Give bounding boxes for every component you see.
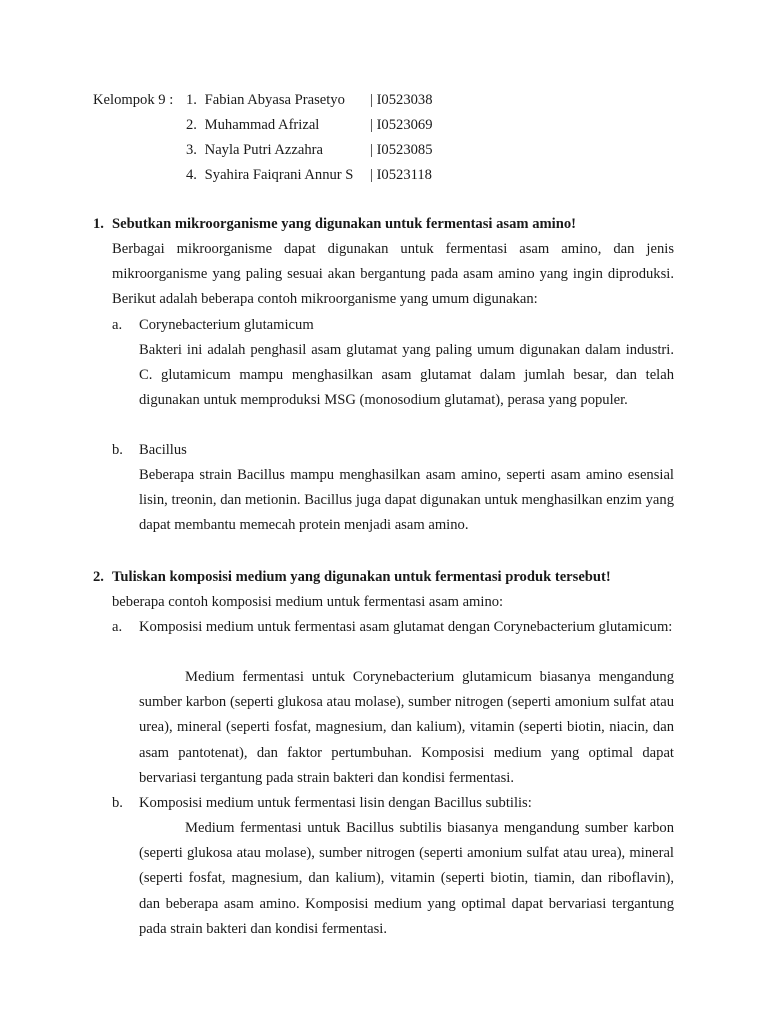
member-id: | I0523069 xyxy=(370,117,433,133)
item-title: Bacillus xyxy=(139,442,187,458)
question-text: Sebutkan mikroorganisme yang digunakan untuk fermentasi asam amino! xyxy=(112,216,576,232)
item-letter: a. xyxy=(112,619,123,635)
member-id: | I0523038 xyxy=(370,92,433,108)
item-body: Medium fermentasi untuk Bacillus subtilis biasanya mengandung sumber karbon (seperti glukosa atau molase), sumber nitrogen (seperti amonium sulfat atau urea), mineral (seperti fosfat, magnesium, dan kalium), vitamin (seperti biotin, tiamin, dan riboflavin), dan beberapa asam amino. Komposisi medium yang optimal dapat bervariasi tergantung pada strain bakteri dan kondisi fermentasi. xyxy=(139,820,674,937)
item-body: Medium fermentasi untuk Corynebacterium glutamicum biasanya mengandung sumber karbon (seperti glukosa atau molase), sumber nitrogen (seperti amonium sulfat atau urea), mineral (seperti fosfat, magnesium, dan kalium), vitamin (seperti biotin, niacin, dan asam pantotenat), dan faktor pertumbuhan. Komposisi medium yang optimal dapat bervariasi tergantung pada strain bakteri dan kondisi fermentasi. xyxy=(139,669,674,786)
member-number: 2. xyxy=(186,117,197,133)
member-3 xyxy=(186,138,323,163)
member-number: 3. xyxy=(186,142,197,158)
member-name: Muhammad Afrizal xyxy=(204,117,320,133)
member-number: 1. xyxy=(186,92,197,108)
item-letter: b. xyxy=(112,795,123,811)
question-number: 2. xyxy=(93,569,104,585)
member-name: Nayla Putri Azzahra xyxy=(204,142,323,158)
item-letter: a. xyxy=(112,317,123,333)
member-1 xyxy=(186,88,345,113)
question-2-title xyxy=(93,565,611,590)
question-number: 1. xyxy=(93,216,104,232)
item-body: Bakteri ini adalah penghasil asam glutamat yang paling umum digunakan dalam industri. C. glutamicum mampu menghasilkan asam glutamat dalam jumlah besar, dan telah digunakan untuk memproduksi MSG (monosodium glutamat), perasa yang populer. xyxy=(139,342,674,409)
question-2-intro: beberapa contoh komposisi medium untuk fermentasi asam amino: xyxy=(112,594,504,610)
item-title: Komposisi medium untuk fermentasi lisin dengan Bacillus subtilis: xyxy=(139,795,532,811)
question-1-intro: Berbagai mikroorganisme dapat digunakan untuk fermentasi asam amino, dan jenis mikroorganisme yang paling sesuai akan bergantung pada asam amino yang ingin diproduksi. Berikut adalah beberapa contoh mikroorganisme yang umum digunakan: xyxy=(112,241,674,308)
member-2 xyxy=(186,113,319,138)
question-1-title xyxy=(93,212,576,237)
member-number: 4. xyxy=(186,167,197,183)
item-title: Corynebacterium glutamicum xyxy=(139,317,314,333)
item-title: Komposisi medium untuk fermentasi asam glutamat dengan Corynebacterium glutamicum: xyxy=(139,619,673,635)
member-id: | I0523118 xyxy=(370,167,432,183)
item-body: Beberapa strain Bacillus mampu menghasilkan asam amino, seperti asam amino esensial lisin, treonin, dan metionin. Bacillus juga dapat digunakan untuk menghasilkan enzim yang dapat membantu memecah protein menjadi asam amino. xyxy=(139,467,674,534)
member-4 xyxy=(186,163,353,188)
member-id: | I0523085 xyxy=(370,142,433,158)
group-label: Kelompok 9 : xyxy=(93,92,174,108)
member-name: Syahira Faiqrani Annur S xyxy=(204,167,354,183)
question-text: Tuliskan komposisi medium yang digunakan untuk fermentasi produk tersebut! xyxy=(112,569,611,585)
item-letter: b. xyxy=(112,442,123,458)
member-name: Fabian Abyasa Prasetyo xyxy=(204,92,345,108)
